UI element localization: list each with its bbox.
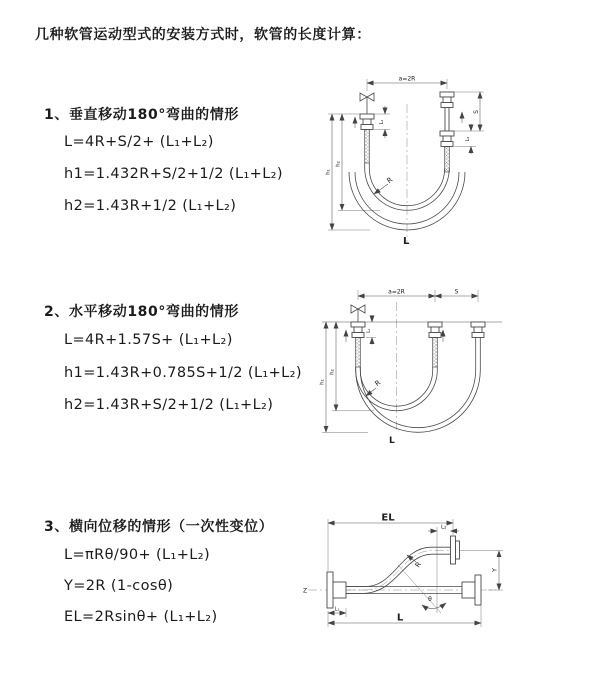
dim-label-l1: L₁ — [367, 328, 372, 333]
dim-label-y: Y — [490, 568, 499, 572]
formula-line: h2=1.43R+S/2+1/2 (L₁+L₂) — [64, 397, 274, 413]
dim-label-s: S — [454, 288, 459, 296]
page-title: 几种软管运动型式的安装方式时，软管的长度计算： — [35, 27, 371, 43]
dim-label-l: L — [403, 236, 410, 247]
dim-label-r: R — [373, 378, 383, 389]
formula-line: L=4R+1.57S+ (L₁+L₂) — [64, 332, 233, 348]
hose-u-curves — [356, 338, 481, 433]
right-flange-fitting — [440, 92, 454, 172]
lower-right-flange — [462, 575, 481, 605]
formula-line: h1=1.432R+S/2+1/2 (L₁+L₂) — [64, 166, 283, 182]
formula-line: L=πRθ/90+ (L₁+L₂) — [64, 547, 211, 563]
formula-line: EL=2Rsinθ+ (L₁+L₂) — [64, 609, 218, 625]
formula-line: h1=1.43R+0.785S+1/2 (L₁+L₂) — [64, 365, 302, 381]
dim-label-l: L — [396, 612, 404, 624]
left-flange-fitting — [351, 322, 365, 367]
dim-label-l2: L₂ — [465, 136, 471, 142]
section-3-heading: 3、横向位移的情形（一次性变位） — [44, 519, 274, 535]
dim-label-r: R — [413, 560, 424, 570]
dim-label-l1: L₁ — [379, 119, 385, 125]
dim-label-z: Z — [303, 587, 308, 595]
dim-label-s: S — [473, 110, 480, 114]
diagram-lateral-displacement — [300, 505, 600, 675]
left-flange — [327, 572, 346, 608]
dim-label-l2: L₂ — [441, 524, 447, 531]
diagram-vertical-180-bend — [310, 68, 600, 258]
diagram-horizontal-180-bend — [310, 282, 600, 462]
middle-flange-fitting — [428, 322, 442, 367]
dim-label-h2: h₂ — [329, 369, 336, 375]
left-flange-fitting — [360, 114, 374, 163]
formula-line: Y=2R (1-cosθ) — [64, 578, 174, 594]
upper-right-flange — [451, 536, 460, 564]
formula-line: h2=1.43R+1/2 (L₁+L₂) — [64, 198, 237, 214]
dim-label-a2r: a=2R — [388, 288, 405, 296]
formula-line: L=4R+S/2+ (L₁+L₂) — [64, 134, 214, 150]
dimension-lines — [320, 289, 479, 447]
dim-label-l: L — [389, 436, 395, 446]
valve-icon — [351, 305, 365, 322]
dim-label-h1: h₁ — [325, 169, 332, 175]
dim-label-r: R — [385, 175, 395, 186]
section-2-heading: 2、水平移动180°弯曲的情形 — [44, 304, 239, 320]
dimension-lines — [326, 76, 485, 248]
dim-label-el: EL — [381, 512, 395, 524]
right-flange-fitting — [471, 322, 485, 338]
dim-label-h2: h₂ — [335, 161, 342, 167]
dimension-lines — [328, 513, 503, 628]
dim-label-h1: h₁ — [319, 379, 326, 385]
section-1-heading: 1、垂直移动180°弯曲的情形 — [44, 107, 239, 123]
dim-label-theta: θ — [428, 596, 432, 603]
dim-label-l1: L₁ — [334, 606, 340, 613]
valve-icon — [360, 93, 374, 114]
dim-label-a2r: a=2R — [398, 75, 416, 83]
